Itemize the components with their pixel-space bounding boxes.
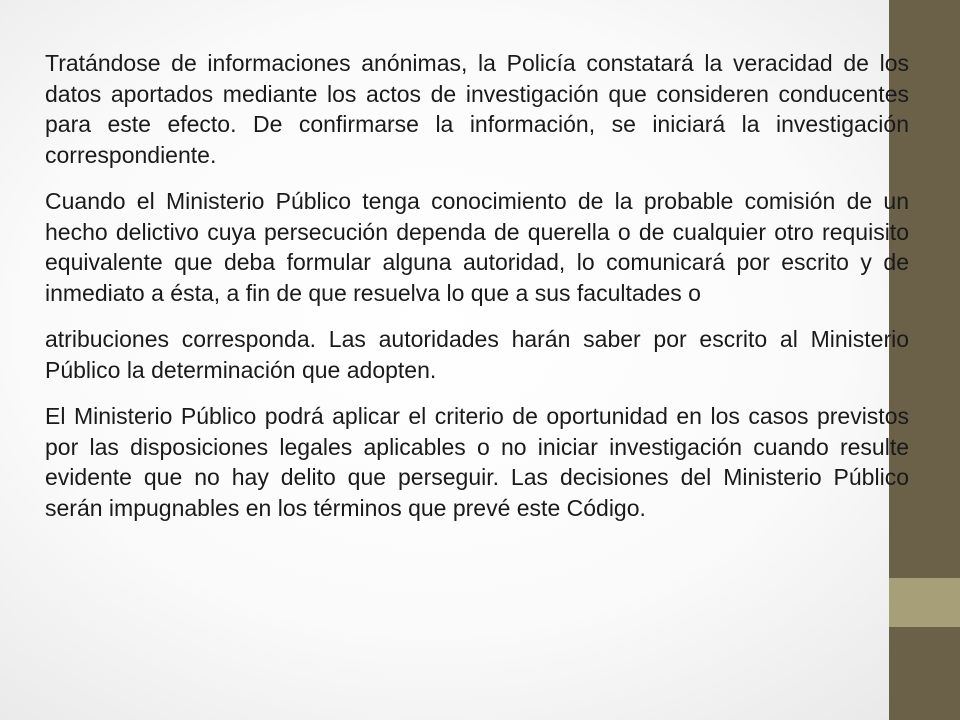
slide-body: [45, 48, 909, 539]
paragraph-ministerio-publico-querella: Cuando el Ministerio Público tenga conocimiento de la probable comisión de un hecho delictivo cuya persecución dependa de querella o de cualquier otro requisito equivalente que deba formular alguna autoridad, lo comunicará por escrito y de inmediato a ésta, a fin de que resuelva lo que a sus facultades o: [45, 188, 909, 306]
paragraph-criterio-oportunidad: El Ministerio Público podrá aplicar el criterio de oportunidad en los casos previstos por las disposiciones legales aplicables o no iniciar investigación cuando resulte evidente que no hay delito que perseguir. Las decisiones del Ministerio Público serán impugnables en los términos que prevé este Código.: [45, 403, 909, 521]
paragraph-atribuciones: atribuciones corresponda. Las autoridades harán saber por escrito al Ministerio Público la determinación que adopten.: [45, 326, 909, 383]
side-accent-block: [889, 578, 960, 627]
paragraph-anonymous-information: Tratándose de informaciones anónimas, la Policía constatará la veracidad de los datos aportados mediante los actos de investigación que consideren conducentes para este efecto. De confirmarse la información, se iniciará la investigación correspondiente.: [45, 50, 909, 168]
